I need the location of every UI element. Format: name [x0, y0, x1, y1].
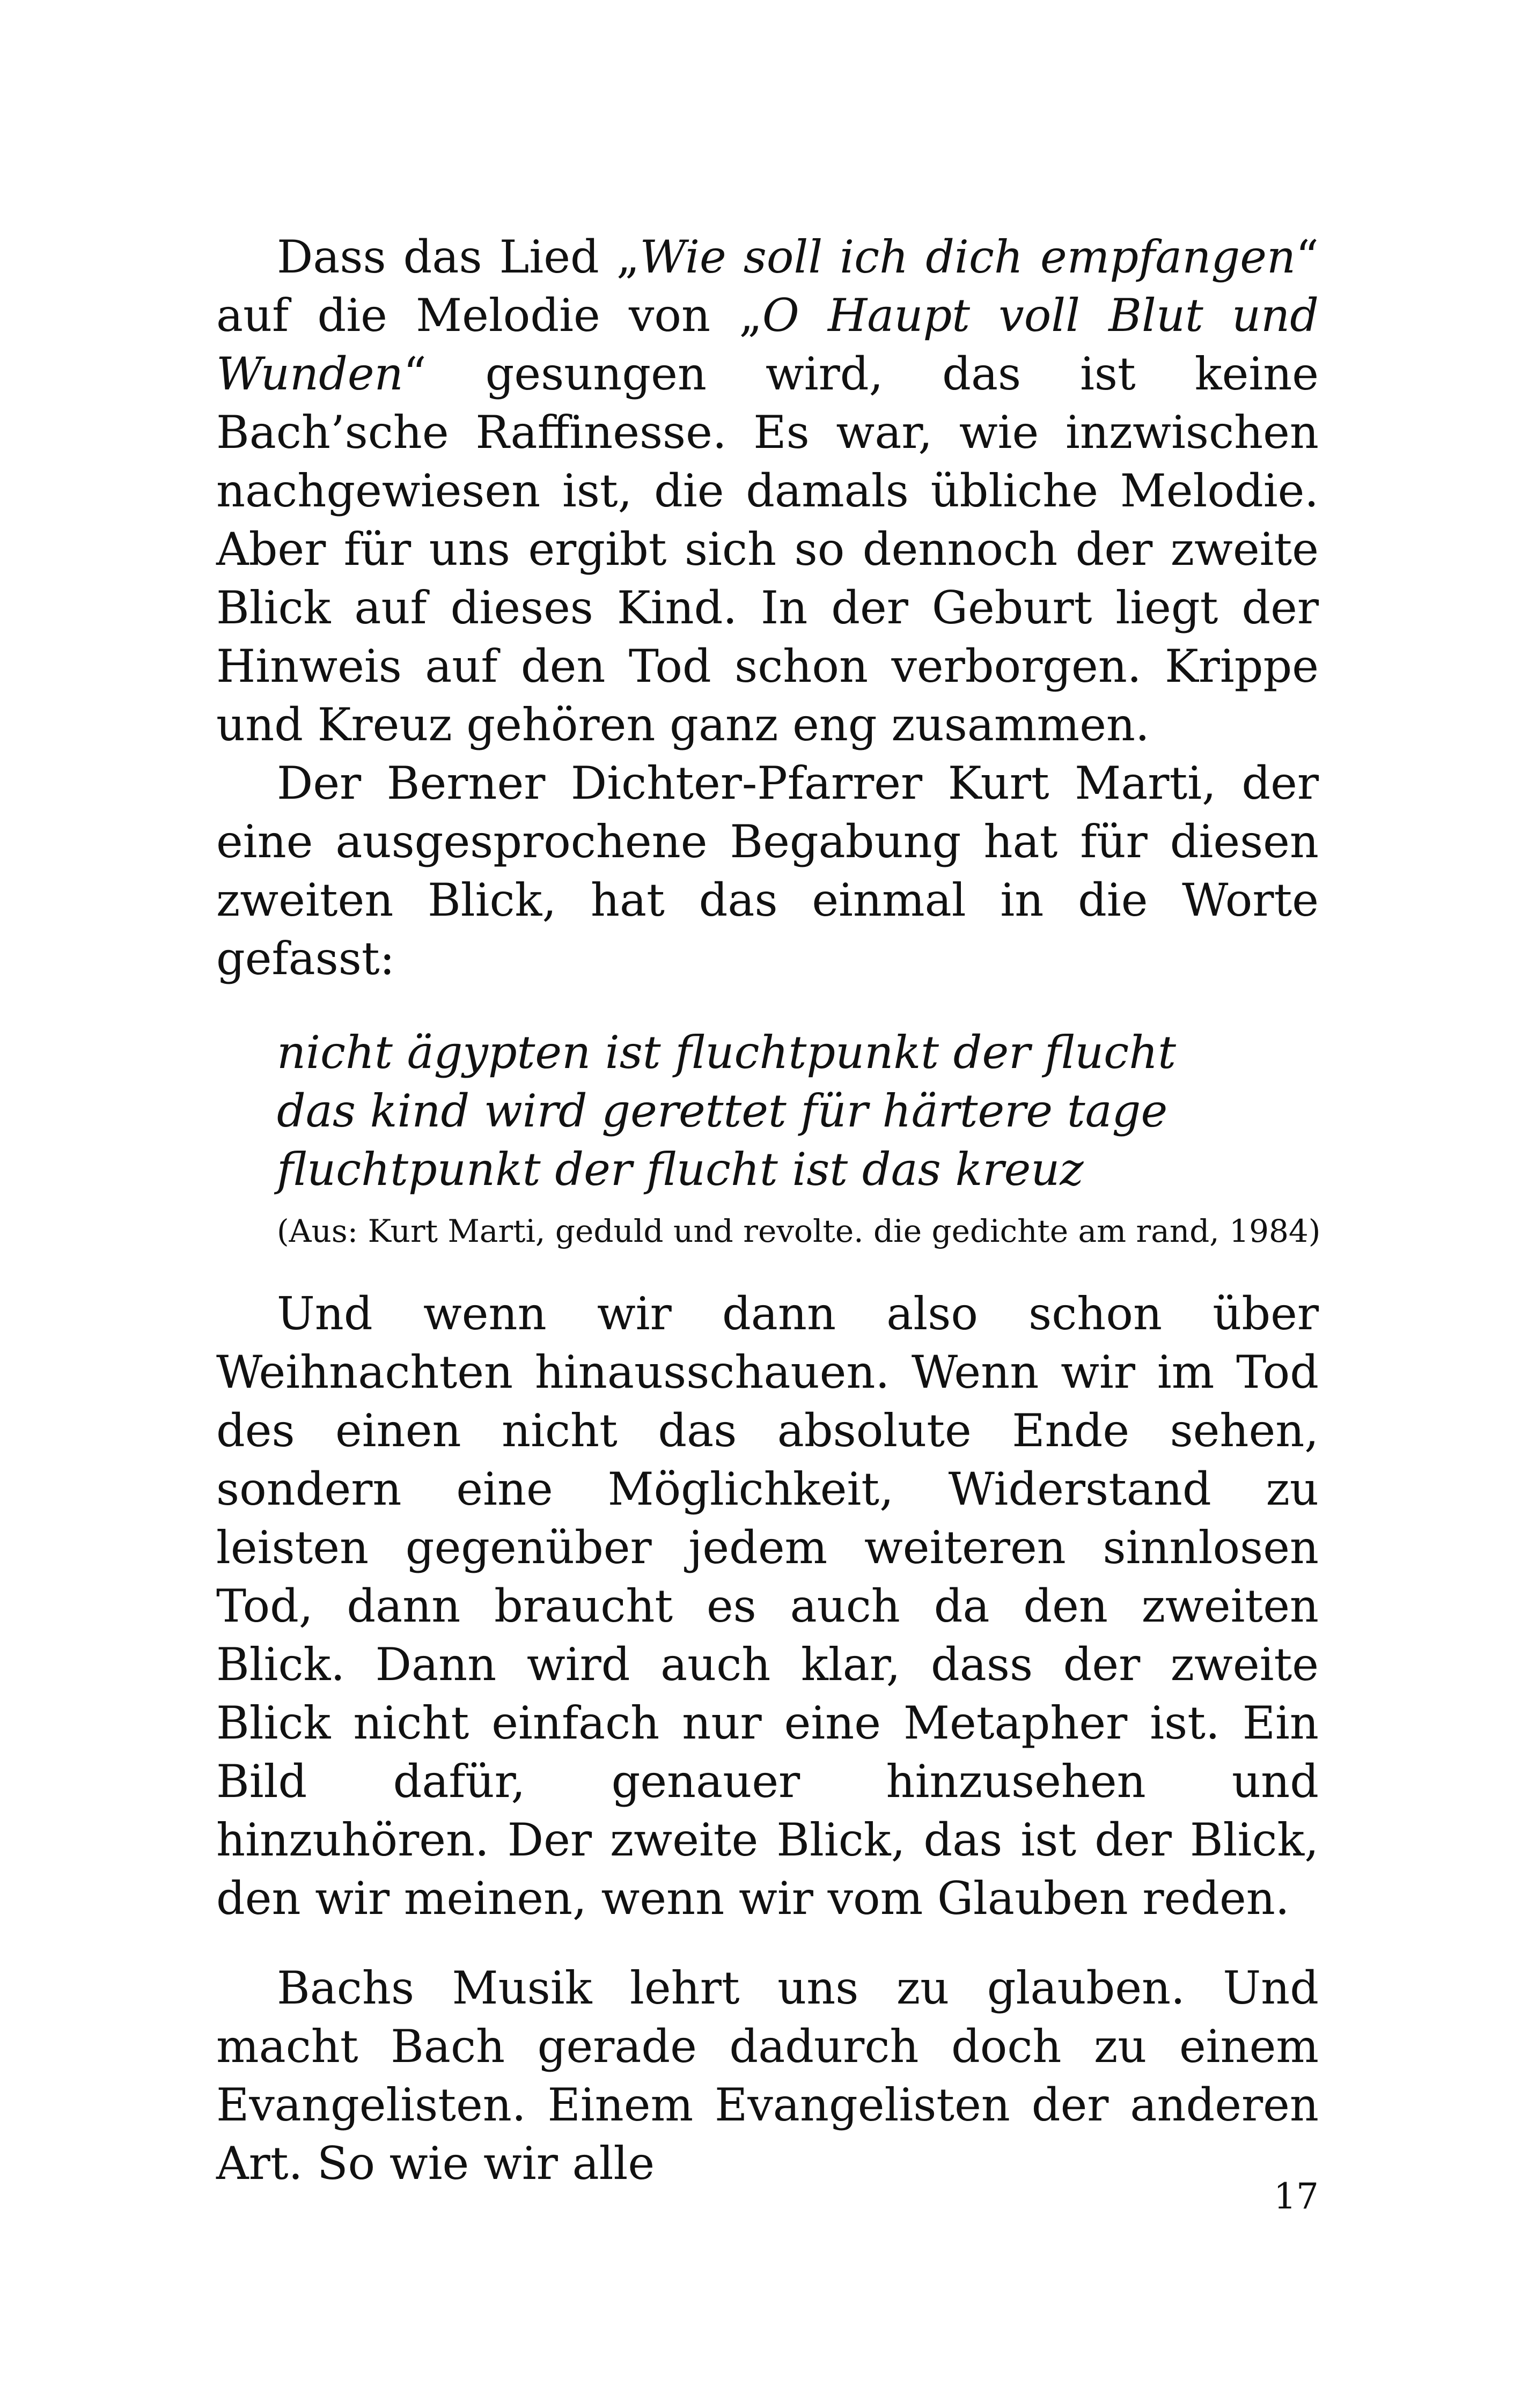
- poem-line-3: fluchtpunkt der flucht ist das kreuz: [277, 1143, 1084, 1196]
- paragraph-1-text-c: “ gesungen wird, das ist keine Bach’sche Raffinesse. Es war, wie inzwischen nachgewiesen ist, die damals übliche Melodie. Aber für uns ergibt sich so dennoch der zweite Blick auf dieses Kind. In der Geburt liegt der Hinweis auf den Tod schon verborgen. Krippe und Kreuz gehören ganz eng zusammen.: [216, 348, 1319, 751]
- paragraph-1-text-a: Dass das Lied „: [277, 231, 640, 283]
- paragraph-4: Bachs Musik lehrt uns zu glauben. Und macht Bach gerade dadurch doch zu einem Evangelisten. Einem Evangelisten der anderen Art. So wie wir alle: [216, 1962, 1319, 2190]
- paragraph-1-text-b: “ auf die Melodie von „: [216, 231, 1319, 342]
- poem-quote: [277, 1023, 1319, 1199]
- poem-line-1: nicht ägypten ist fluchtpunkt der flucht: [277, 1026, 1177, 1079]
- page-number: 17: [1274, 2176, 1319, 2217]
- body-text: [216, 228, 1319, 2193]
- poem-line-2: das kind wird gerettet für härtere tage: [277, 1085, 1168, 1137]
- paragraph-1: [216, 228, 1319, 754]
- song-title-1: Wie soll ich dich empfangen: [640, 231, 1296, 283]
- paragraph-2: Der Berner Dichter-Pfarrer Kurt Marti, der eine ausgesprochene Begabung hat für diesen zweiten Blick, hat das einmal in die Worte gefasst:: [216, 757, 1319, 985]
- poem-source-citation: (Aus: Kurt Marti, geduld und revolte. die gedichte am rand, 1984): [277, 1213, 1321, 1249]
- song-title-2: O Haupt voll Blut und Wunden: [216, 289, 1319, 400]
- paragraph-3: Und wenn wir dann also schon über Weihnachten hinausschauen. Wenn wir im Tod des einen nicht das absolute Ende sehen, sondern eine Möglichkeit, Widerstand zu leisten gegenüber jedem weiteren sinnlosen Tod, dann braucht es auch da den zweiten Blick. Dann wird auch klar, dass der zweite Blick nicht einfach nur eine Metapher ist. Ein Bild dafür, genauer hinzusehen und hinzuhören. Der zweite Blick, das ist der Blick, den wir meinen, wenn wir vom Glauben reden.: [216, 1287, 1319, 1925]
